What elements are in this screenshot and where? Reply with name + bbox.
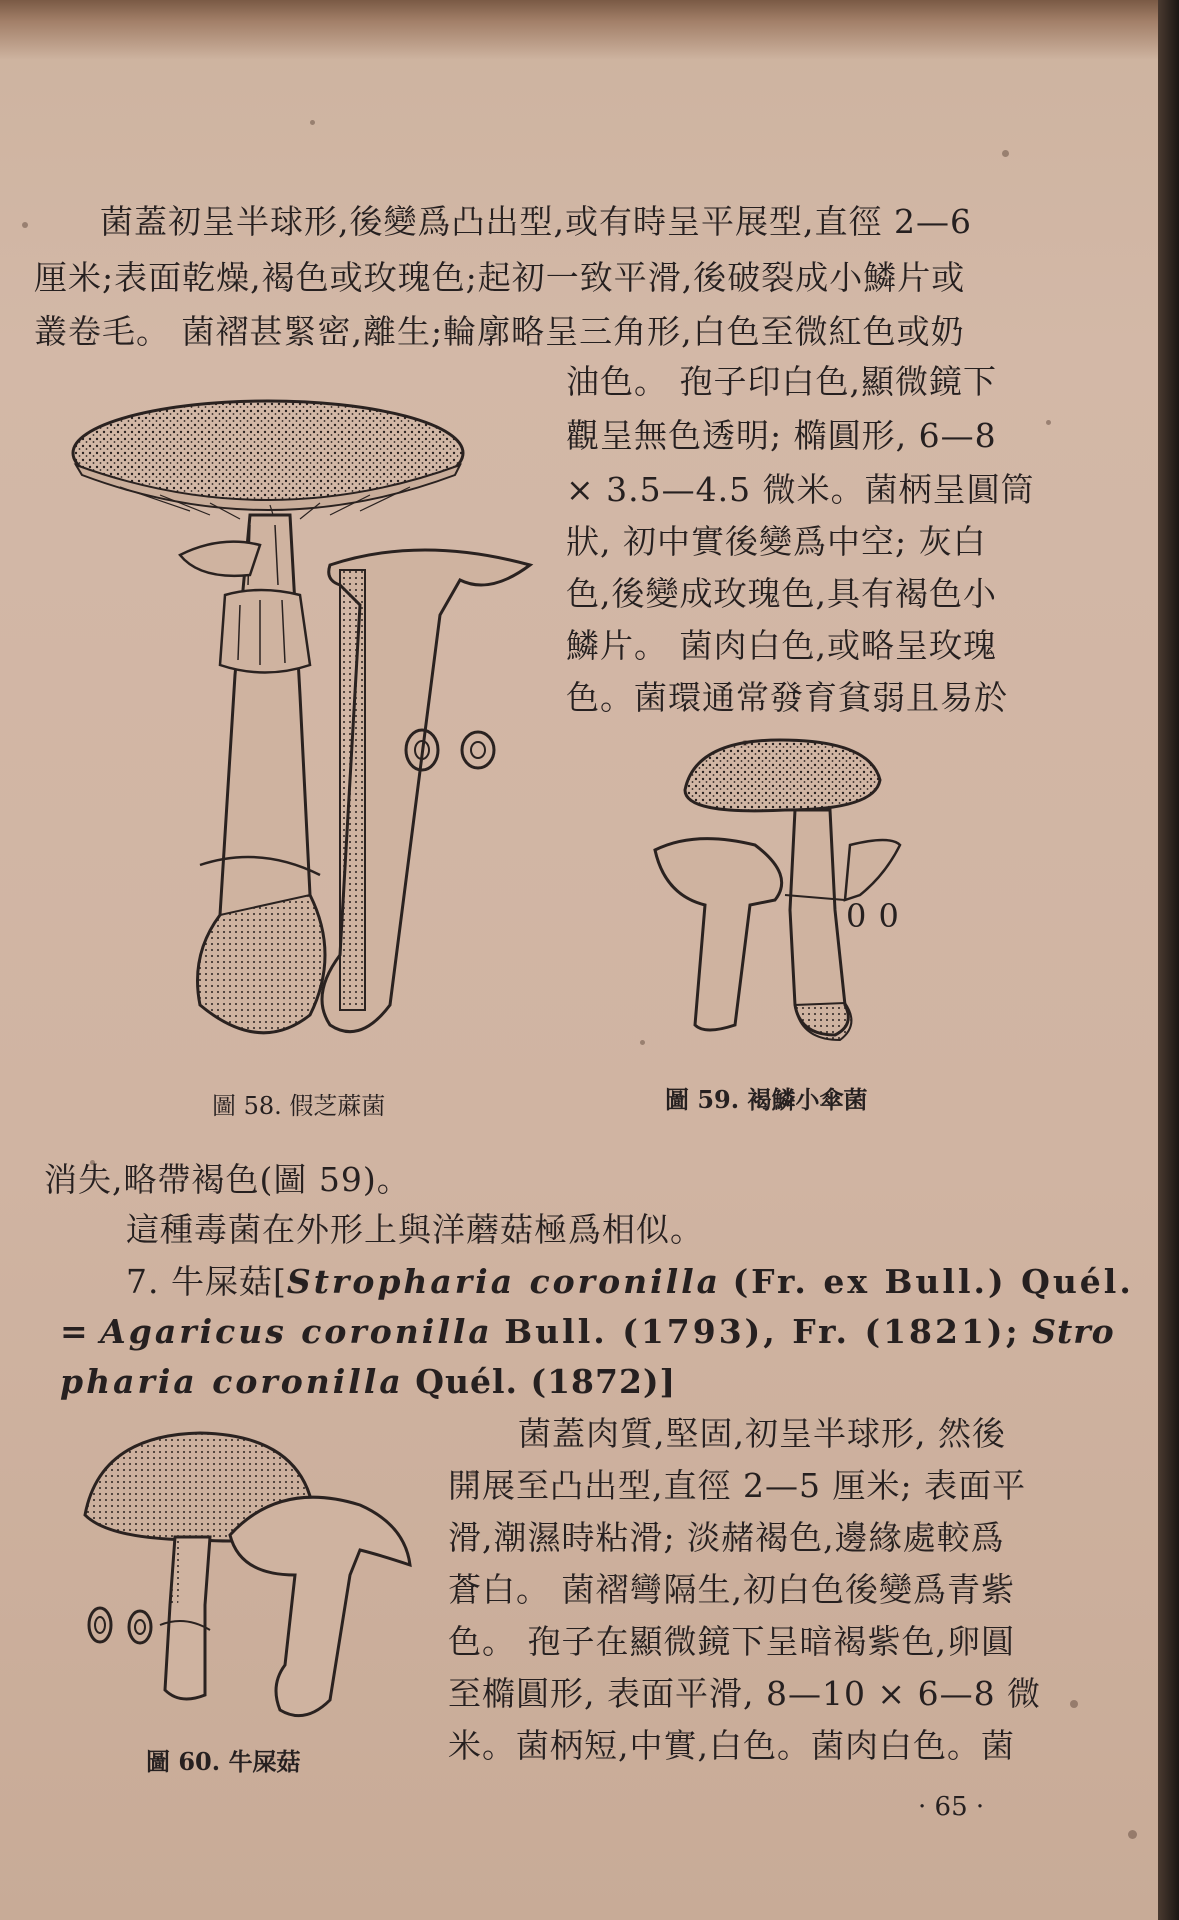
body-line: 色。 孢子在顯微鏡下呈暗褐紫色,卵圓: [448, 1622, 1015, 1661]
synonym-authority: Bull. (1793), Fr. (1821);: [504, 1312, 1021, 1351]
book-spine-shadow: [1158, 0, 1179, 1920]
species-heading-line-3: [60, 1356, 676, 1408]
figure-59-caption: 圖 59. 褐鱗小傘菌: [665, 1085, 868, 1114]
body-line: 米。菌柄短,中實,白色。菌肉白色。菌: [448, 1726, 1015, 1765]
figure-58-caption: 圖 58. 假芝蔴菌: [212, 1092, 386, 1120]
body-line: 開展至凸出型,直徑 2—5 厘米; 表面平: [448, 1466, 1027, 1505]
page-stain: [0, 0, 1158, 60]
body-line: 狀, 初中實後變爲中空; 灰白: [566, 522, 987, 561]
body-line: 色。菌環通常發育貧弱且易於: [566, 678, 1008, 717]
body-line: 菌蓋初呈半球形,後變爲凸出型,或有時呈平展型,直徑 2—6: [100, 202, 972, 241]
page-number: · 65 ·: [918, 1792, 985, 1822]
species-latin-name: Stropharia coronilla: [286, 1262, 722, 1301]
body-line: 滑,潮濕時粘滑; 淡赭褐色,邊緣處較爲: [448, 1518, 1005, 1557]
body-line: 菌蓋肉質,堅固,初呈半球形, 然後: [518, 1414, 1006, 1453]
body-line: 厘米;表面乾燥,褐色或玫瑰色;起初一致平滑,後破裂成小鱗片或: [34, 258, 966, 297]
species-authority: (Fr. ex Bull.) Quél.: [732, 1262, 1134, 1301]
species-number: 7. 牛屎菇: [126, 1262, 273, 1301]
equals-sign: =: [60, 1312, 89, 1351]
paper-speck: [22, 222, 28, 228]
figure-58-illustration: [60, 395, 550, 1055]
figure-60-caption: 圖 60. 牛屎菇: [146, 1747, 301, 1776]
paper-speck: [310, 120, 315, 125]
body-line: × 3.5—4.5 微米。菌柄呈圓筒: [566, 470, 1035, 509]
paper-speck: [1002, 150, 1009, 157]
figure-59-spores: 0 0: [846, 897, 900, 935]
body-line: 至橢圓形, 表面平滑, 8—10 × 6—8 微: [448, 1674, 1042, 1713]
paper-speck: [1070, 1700, 1078, 1708]
body-line: 色,後變成玫瑰色,具有褐色小: [566, 574, 997, 613]
species-heading-line-1: [126, 1256, 1134, 1308]
body-line: 蒼白。 菌褶彎隔生,初白色後變爲青紫: [448, 1570, 1015, 1609]
bracket: [: [272, 1262, 287, 1301]
body-line: 觀呈無色透明; 橢圓形, 6—8: [566, 416, 997, 455]
body-line: 消失,略帶褐色(圖 59)。: [44, 1160, 411, 1199]
figure-60-illustration: [80, 1425, 420, 1730]
synonym-latin-name-2-cont: pharia coronilla: [60, 1362, 404, 1401]
body-line: 油色。 孢子印白色,顯微鏡下: [566, 362, 997, 401]
paper-speck: [1128, 1830, 1137, 1839]
synonym-authority-2: Quél. (1872)]: [415, 1362, 677, 1401]
body-line: 叢卷毛。 菌褶甚緊密,離生;輪廓略呈三角形,白色至微紅色或奶: [34, 312, 965, 351]
species-heading-line-2: [60, 1306, 1115, 1358]
body-line: 鱗片。 菌肉白色,或略呈玫瑰: [566, 626, 997, 665]
synonym-latin-name: Agaricus coronilla: [100, 1312, 493, 1351]
synonym-latin-name-2: Stro: [1032, 1312, 1115, 1351]
paper-speck: [1046, 420, 1051, 425]
body-line: 這種毒菌在外形上與洋蘑菇極爲相似。: [126, 1210, 704, 1249]
